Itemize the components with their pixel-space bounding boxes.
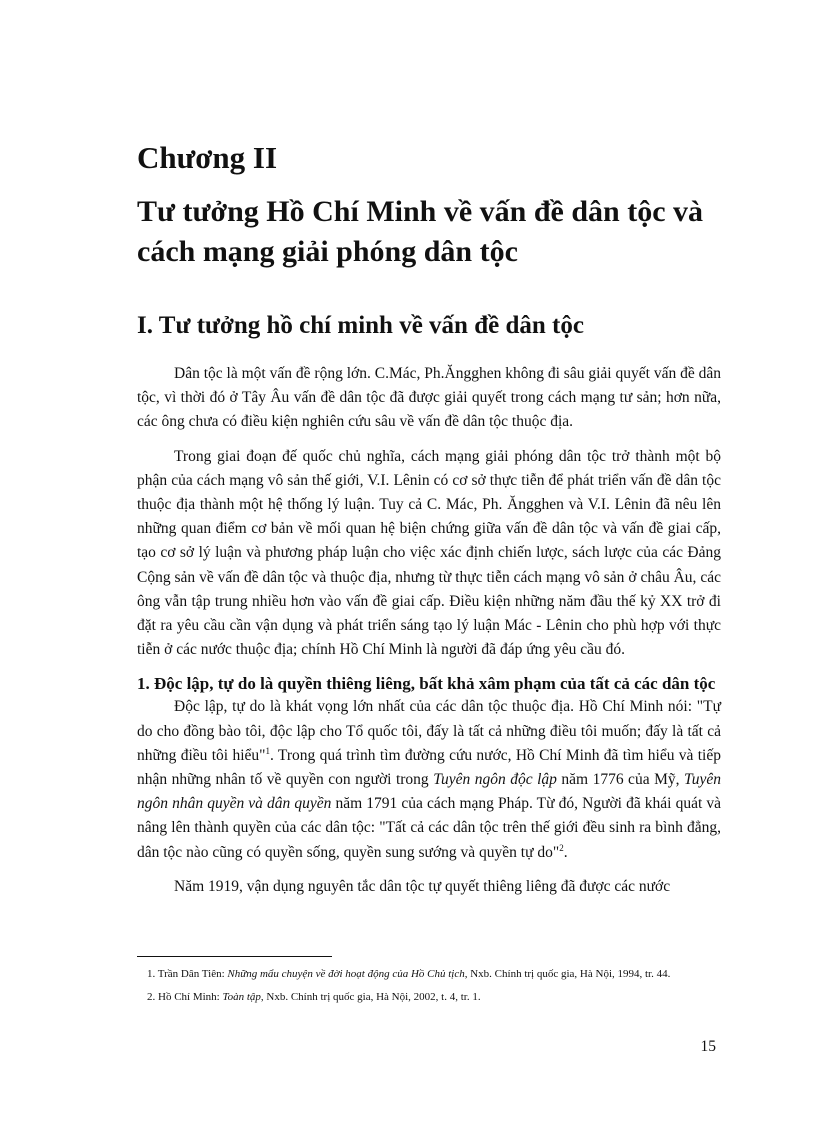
subsection-title: 1. Độc lập, tự do là quyền thiêng liêng, bất khả xâm phạm của tất cả các dân tộc — [137, 674, 716, 694]
paragraph-1: Dân tộc là một vấn đề rộng lớn. C.Mác, Ph.Ăngghen không đi sâu giải quyết vấn đề dân tộc, vì thời đó ở Tây Âu vấn đề dân tộc đã được giải quyết trong cách mạng tư sản; hơn nữa, các ông chưa có điều kiện nghiên cứu sâu về vấn đề dân tộc thuộc địa. — [137, 365, 721, 431]
paragraph-3-text-4: năm 1791 của cách mạng Pháp. Từ đó, Người đã khái quát và nâng lên thành quyền của các dân tộc: "Tất cả các dân tộc trên thế giới đều sinh ra bình đẳng, dân tộc nào cũng có quyền sống, quyền sung sướng và quyền tự do" — [137, 795, 721, 861]
paragraph-3-text-3: năm 1776 của Mỹ, — [556, 771, 684, 789]
footnote-1-prefix: 1. Trần Dân Tiên: — [147, 968, 228, 980]
footnote-2-prefix: 2. Hồ Chí Minh: — [147, 991, 223, 1003]
paragraph-3-italic-1: Tuyên ngôn độc lập — [433, 771, 557, 789]
footnote-2-title: Toàn tập — [222, 991, 261, 1003]
footnote-2 — [137, 989, 721, 1006]
paragraph-3-text-1: Độc lập, tự do là khát vọng lớn nhất của các dân tộc thuộc địa. Hồ Chí Minh nói: "Tự do cho đồng bào tôi, độc lập cho Tổ quốc tôi, đấy là tất cả những điều tôi muốn; đấy là tất cả những điều tôi hiểu" — [137, 698, 721, 764]
paragraph-2: Trong giai đoạn đế quốc chủ nghĩa, cách mạng giải phóng dân tộc trở thành một bộ phận của cách mạng vô sản thế giới, V.I. Lênin có cơ sở thực tiễn để phát triển vấn đề dân tộc thuộc địa thành một hệ thống lý luận. Tuy cả C. Mác, Ph. Ăngghen và V.I. Lênin đã nêu lên những quan điểm cơ bản về mối quan hệ biện chứng giữa vấn đề dân tộc và vấn đề giai cấp, tạo cơ sở lý luận và phương pháp luận cho việc xác định chiến lược, sách lược của các Đảng Cộng sản về vấn đề dân tộc và thuộc địa, nhưng từ thực tiễn cách mạng vô sản ở châu Âu, các ông vẫn tập trung nhiều hơn vào vấn đề giai cấp. Điều kiện những năm đầu thế kỷ XX trở đi đặt ra yêu cầu cần vận dụng và phát triển sáng tạo lý luận Mác - Lênin cho phù hợp với thực tiễn ở các nước thuộc địa; chính Hồ Chí Minh là người đã đáp ứng yêu cầu đó. — [137, 447, 721, 659]
paragraph-3-italic-2: Tuyên ngôn nhân quyền và dân quyền — [137, 771, 721, 813]
footnotes — [137, 966, 721, 1012]
section-title: I. Tư tưởng hồ chí minh về vấn đề dân tộc — [137, 312, 584, 339]
footnote-ref-1: 1 — [265, 745, 270, 756]
chapter-heading: Chương II — [137, 140, 278, 175]
body-text — [137, 362, 721, 909]
footnote-ref-2: 2 — [559, 842, 564, 853]
paragraph-3-text-5: . — [563, 843, 568, 861]
footnote-divider — [137, 956, 332, 957]
footnote-2-rest: , Nxb. Chính trị quốc gia, Hà Nội, 2002, t. 4, tr. 1. — [260, 991, 481, 1003]
paragraph-4: Năm 1919, vận dụng nguyên tắc dân tộc tự quyết thiêng liêng đã được các nước — [174, 877, 671, 895]
paragraph-3 — [137, 695, 721, 864]
footnote-1-title: Những mẩu chuyện về đời hoạt động của Hồ Chủ tịch — [227, 968, 465, 980]
footnote-1 — [137, 966, 721, 983]
chapter-title: Tư tưởng Hồ Chí Minh về vấn đề dân tộc và cách mạng giải phóng dân tộc — [137, 195, 704, 268]
page-number: 15 — [700, 1038, 716, 1055]
paragraph-3-text-2: . Trong quá trình tìm đường cứu nước, Hồ Chí Minh đã tìm hiểu và tiếp nhận những nhân tố về quyền con người trong — [137, 746, 721, 789]
footnote-1-rest: , Nxb. Chính trị quốc gia, Hà Nội, 1994, tr. 44. — [464, 968, 671, 980]
